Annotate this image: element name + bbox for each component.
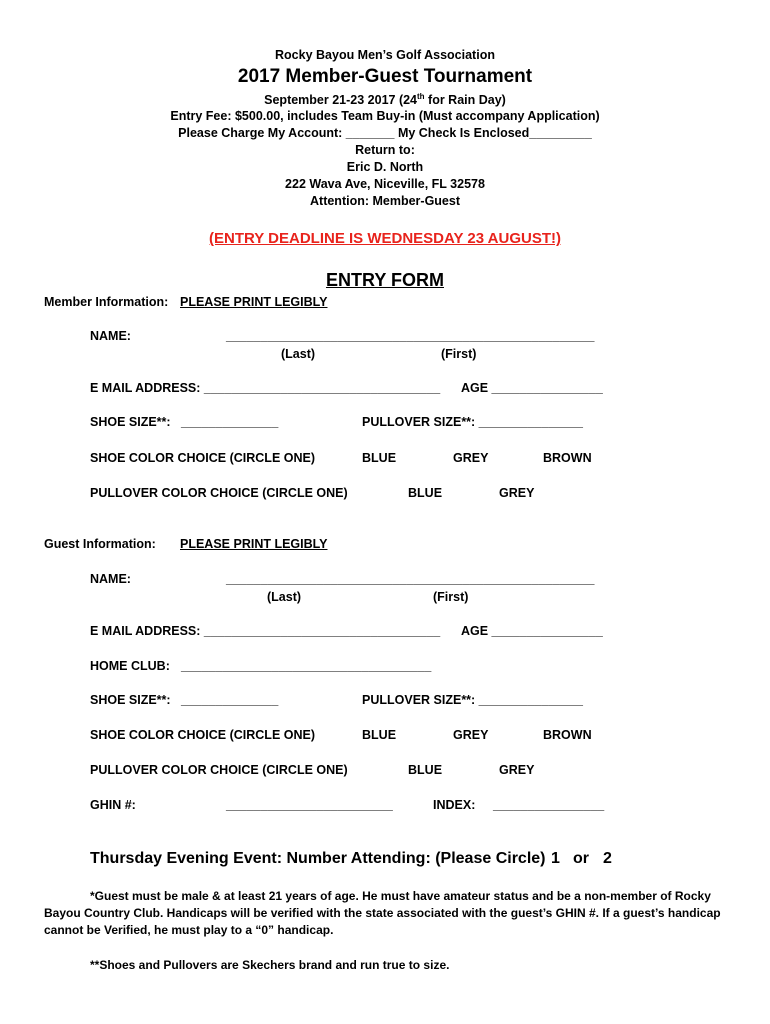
guest-last-name-label: (Last): [267, 590, 302, 604]
tournament-dates: [0, 92, 770, 107]
guest-home-club-field[interactable]: ____________________________________: [181, 659, 432, 673]
member-last-name-label: (Last): [281, 347, 316, 361]
mailing-address: 222 Wava Ave, Niceville, FL 32578: [285, 177, 485, 191]
member-pullover-color-blue[interactable]: BLUE: [408, 486, 443, 500]
member-email-field[interactable]: E MAIL ADDRESS: __________________________________: [90, 381, 441, 395]
member-age-field[interactable]: AGE ________________: [461, 381, 603, 395]
guest-shoe-color-grey[interactable]: GREY: [453, 728, 489, 742]
guest-pullover-color-blue[interactable]: BLUE: [408, 763, 443, 777]
guest-index-field[interactable]: ________________: [493, 798, 605, 812]
payment-options: Please Charge My Account: _______ My Check Is Enclosed_________: [178, 126, 592, 140]
return-to-label: Return to:: [355, 143, 415, 157]
guest-pullover-size-field[interactable]: PULLOVER SIZE**: _______________: [362, 693, 583, 707]
entry-fee: Entry Fee: $500.00, includes Team Buy-in (Must accompany Application): [170, 109, 600, 123]
attendance-option-2[interactable]: 2: [603, 850, 612, 867]
guest-first-name-label: (First): [433, 590, 469, 604]
thursday-event-prompt: Thursday Evening Event: Number Attending: (Please Circle): [90, 850, 546, 867]
guest-print-note: PLEASE PRINT LEGIBLY: [180, 537, 328, 551]
member-shoe-color-brown[interactable]: BROWN: [543, 451, 592, 465]
guest-name-label: NAME:: [90, 572, 131, 586]
guest-ghin-field[interactable]: ________________________: [226, 798, 393, 812]
guest-shoe-size-field[interactable]: ______________: [181, 693, 279, 707]
member-print-note: PLEASE PRINT LEGIBLY: [180, 295, 328, 309]
guest-shoe-color-blue[interactable]: BLUE: [362, 728, 397, 742]
member-pullover-color-label: PULLOVER COLOR CHOICE (CIRCLE ONE): [90, 486, 348, 500]
attendance-or-label: or: [573, 850, 589, 867]
guest-shoe-color-label: SHOE COLOR CHOICE (CIRCLE ONE): [90, 728, 316, 742]
association-name: Rocky Bayou Men’s Golf Association: [275, 48, 495, 62]
member-name-label: NAME:: [90, 329, 131, 343]
member-section-label: Member Information:: [44, 295, 169, 309]
guest-pullover-color-label: PULLOVER COLOR CHOICE (CIRCLE ONE): [90, 763, 348, 777]
guest-ghin-label: GHIN #:: [90, 798, 136, 812]
member-first-name-label: (First): [441, 347, 477, 361]
member-shoe-color-label: SHOE COLOR CHOICE (CIRCLE ONE): [90, 451, 316, 465]
attention-line: Attention: Member-Guest: [310, 194, 460, 208]
member-shoe-size-label: SHOE SIZE**:: [90, 415, 171, 429]
entry-form-title: ENTRY FORM: [325, 270, 444, 290]
contact-name: Eric D. North: [346, 160, 424, 174]
dates-text-pre: September 21-23 2017 (24: [264, 93, 418, 108]
member-shoe-color-grey[interactable]: GREY: [453, 451, 489, 465]
guest-shoe-color-brown[interactable]: BROWN: [543, 728, 592, 742]
guest-age-field[interactable]: AGE ________________: [461, 624, 603, 638]
tournament-title: 2017 Member-Guest Tournament: [237, 66, 533, 87]
dates-superscript: th: [417, 92, 425, 101]
guest-index-label: INDEX:: [433, 798, 476, 812]
guest-name-field[interactable]: _____________________________________________________: [226, 572, 595, 586]
member-pullover-color-grey[interactable]: GREY: [499, 486, 535, 500]
member-name-field[interactable]: _____________________________________________________: [226, 329, 595, 343]
member-shoe-color-blue[interactable]: BLUE: [362, 451, 397, 465]
apparel-sizing-note: **Shoes and Pullovers are Skechers brand and run true to size.: [90, 958, 450, 972]
guest-section-label: Guest Information:: [44, 537, 156, 551]
entry-deadline: (ENTRY DEADLINE IS WEDNESDAY 23 AUGUST!): [209, 230, 561, 247]
dates-text-post: for Rain Day): [424, 93, 506, 108]
guest-pullover-color-grey[interactable]: GREY: [499, 763, 535, 777]
attendance-option-1[interactable]: 1: [551, 850, 560, 867]
member-shoe-size-field[interactable]: ______________: [181, 415, 279, 429]
member-pullover-size-field[interactable]: PULLOVER SIZE**: _______________: [362, 415, 583, 429]
guest-email-field[interactable]: E MAIL ADDRESS: __________________________________: [90, 624, 441, 638]
guest-home-club-label: HOME CLUB:: [90, 659, 170, 673]
guest-eligibility-note: *Guest must be male & at least 21 years of age. He must have amateur status and be a non-member of Rocky Bayou Country Club. Handicaps will be verified with the state associated with the guest’s GHIN #. If a guest’s handicap cannot be Verified, he must play to a “0” handicap.: [44, 889, 721, 937]
guest-shoe-size-label: SHOE SIZE**:: [90, 693, 171, 707]
